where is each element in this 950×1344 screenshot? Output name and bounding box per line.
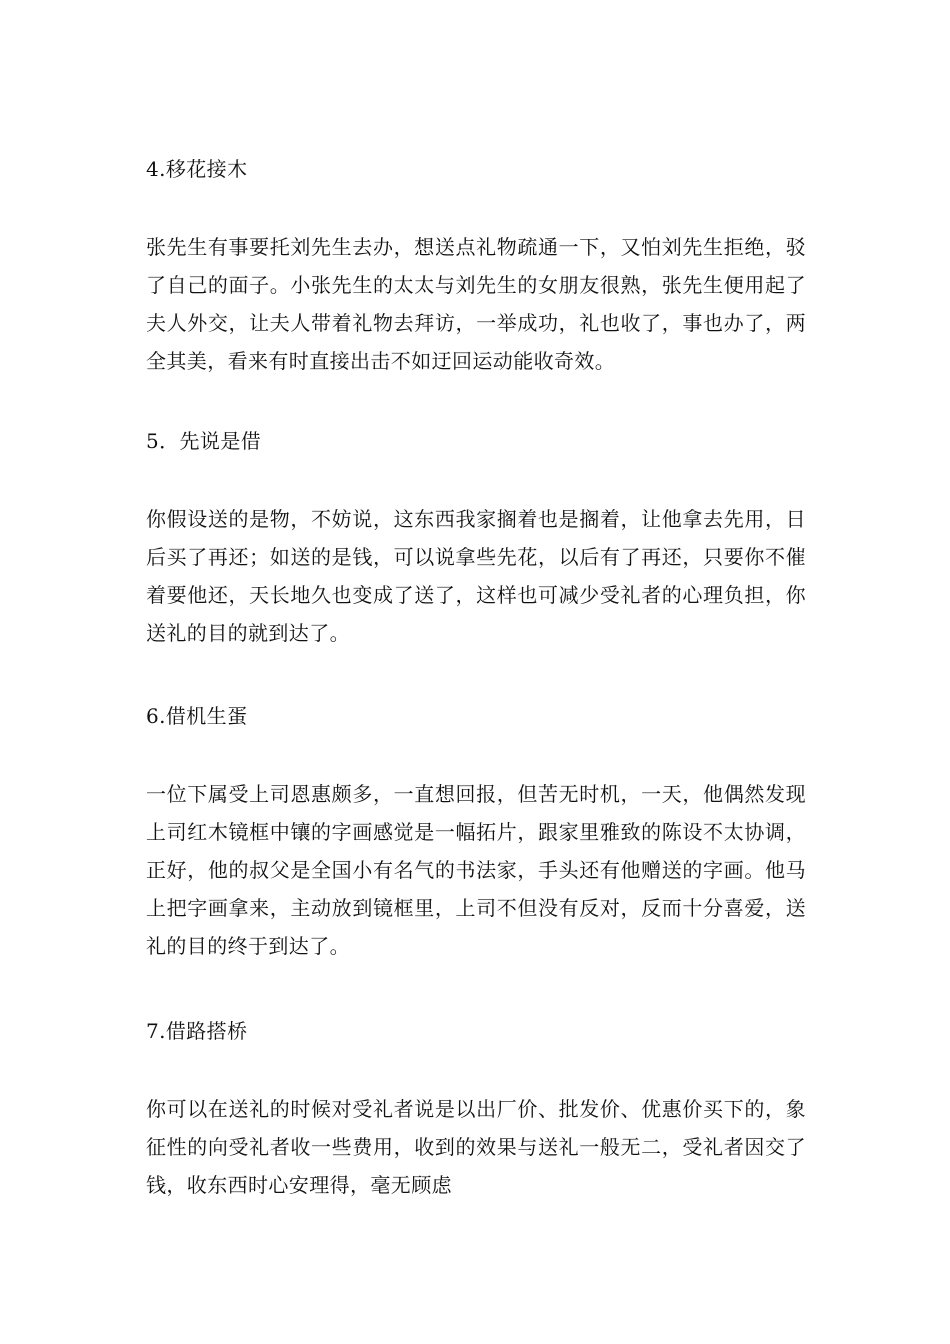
section-heading-5: 5．先说是借 <box>146 429 262 453</box>
section-heading-7: 7.借路搭桥 <box>146 1019 248 1043</box>
section-heading-6: 6.借机生蛋 <box>146 704 248 728</box>
section-heading-4: 4.移花接木 <box>146 157 248 181</box>
section-body-6: 一位下属受上司恩惠颇多，一直想回报，但苦无时机，一天，他偶然发现上司红木镜框中镶的字画感觉是一幅拓片，跟家里雅致的陈设不太协调，正好，他的叔父是全国小有名气的书法家，手头还有他赠送的字画。他马上把字画拿来，主动放到镜框里，上司不但没有反对，反而十分喜爱，送礼的目的终于到达了。 <box>146 782 806 958</box>
section-body-7: 你可以在送礼的时候对受礼者说是以出厂价、批发价、优惠价买下的，象征性的向受礼者收一些费用，收到的效果与送礼一般无二，受礼者因交了钱，收东西时心安理得，毫无顾虑 <box>146 1097 806 1197</box>
section-body-4: 张先生有事要托刘先生去办，想送点礼物疏通一下，又怕刘先生拒绝，驳了自己的面子。小张先生的太太与刘先生的女朋友很熟，张先生便用起了夫人外交，让夫人带着礼物去拜访，一举成功，礼也收了，事也办了，两全其美，看来有时直接出击不如迂回运动能收奇效。 <box>146 235 806 373</box>
section-body-5: 你假设送的是物，不妨说，这东西我家搁着也是搁着，让他拿去先用，日后买了再还；如送的是钱，可以说拿些先花，以后有了再还，只要你不催着要他还，天长地久也变成了送了，这样也可减少受礼者的心理负担，你送礼的目的就到达了。 <box>146 507 806 645</box>
